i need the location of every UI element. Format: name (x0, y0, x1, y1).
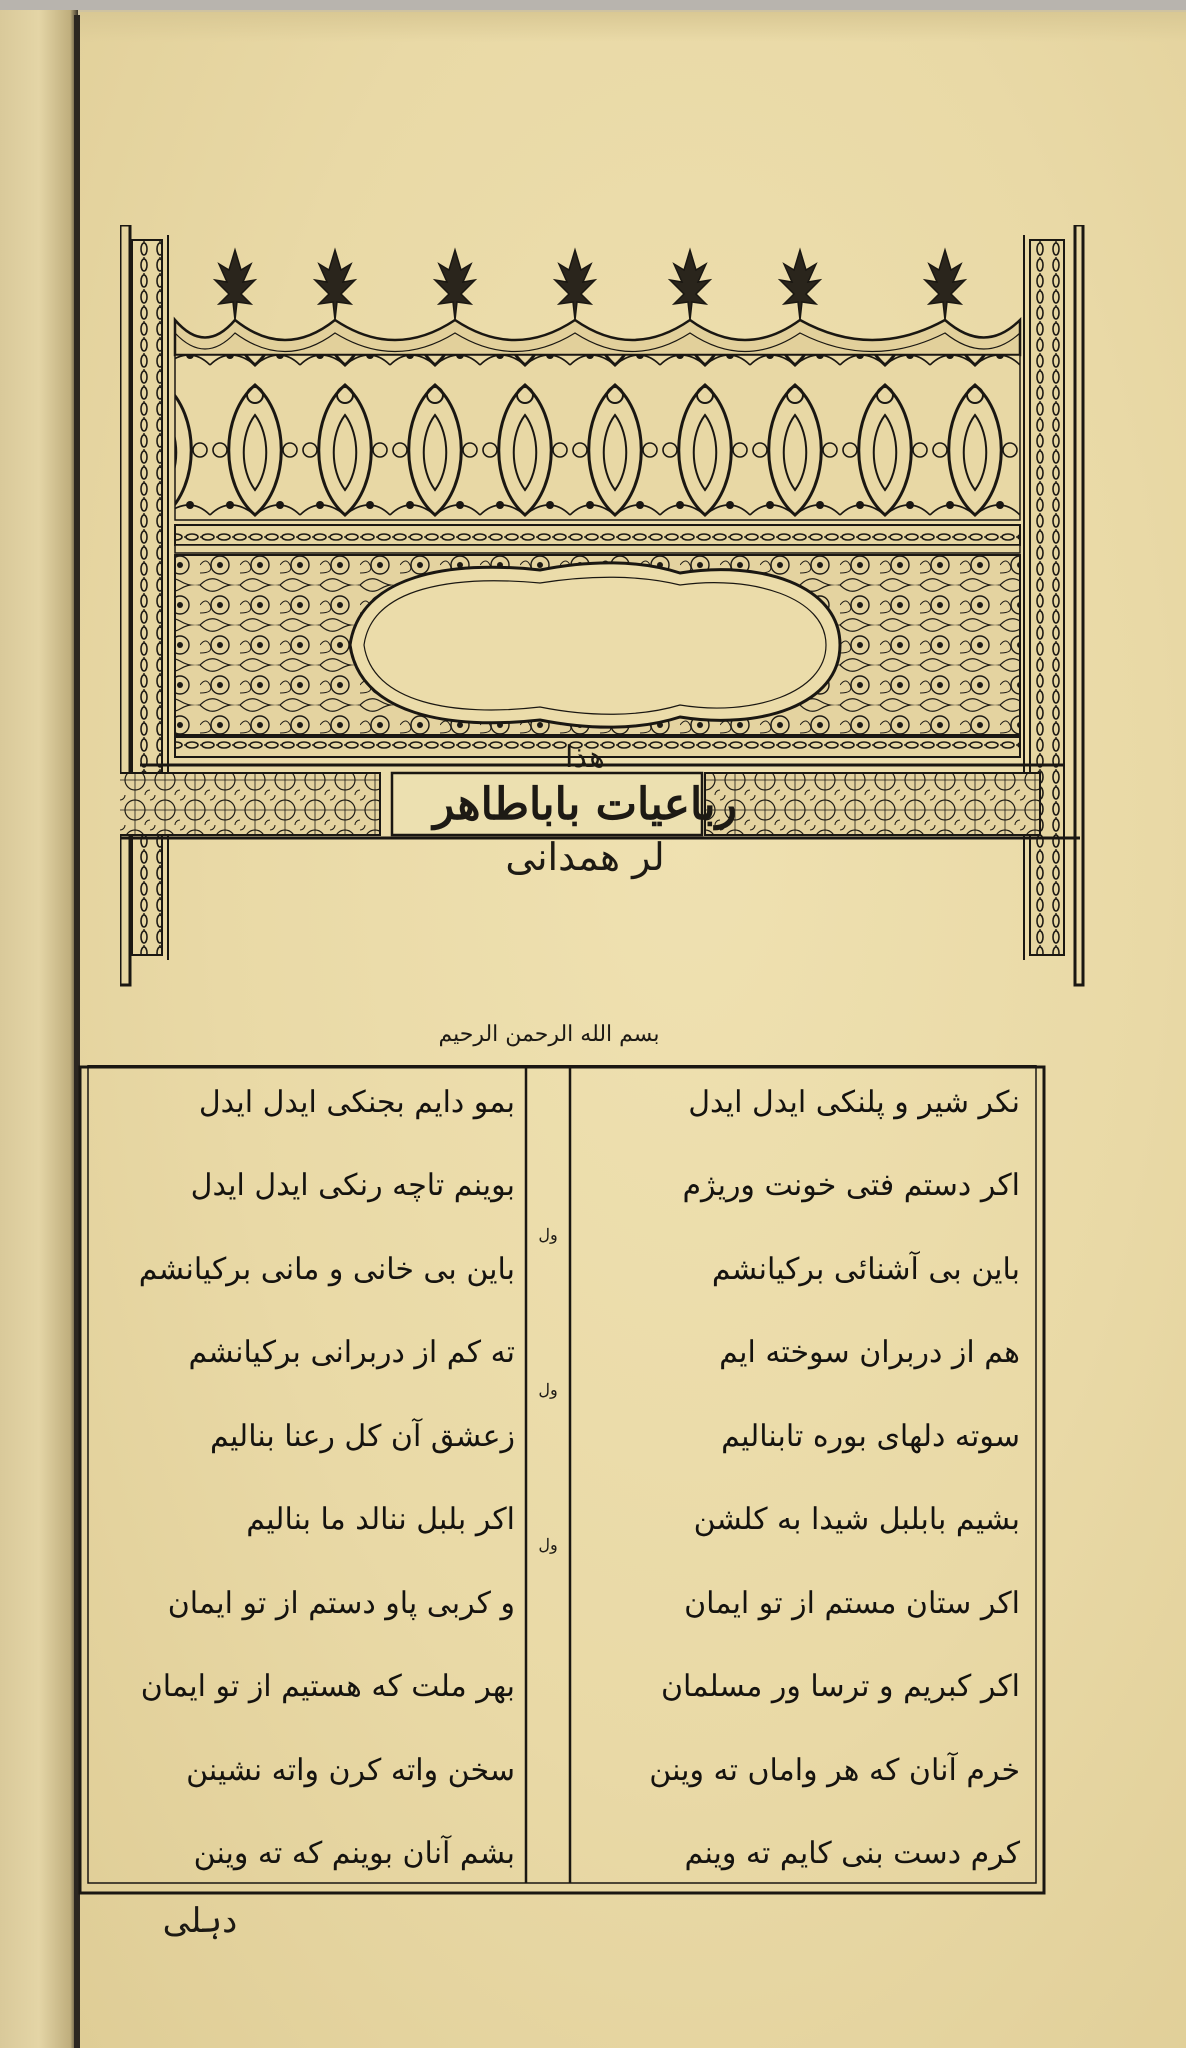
verse-line: خرم آنان که هر واماں ته وینن (649, 1752, 1020, 1788)
verse-line: باین بی خانی و مانی برکیانشم (138, 1251, 515, 1287)
verse-line: هم از دربران سوخته ایم (719, 1335, 1020, 1371)
verse-line: بمو دایم بجنکی ایدل ایدل (198, 1085, 515, 1120)
verse-line: بهر ملت که هستیم از تو ایمان (140, 1669, 515, 1705)
verse-line: و کربی پاو دستم از تو ایمان (167, 1585, 515, 1621)
verse-marker: ول (538, 1225, 558, 1244)
poem-text-block (78, 1065, 1048, 1900)
verse-line: اکر کبریم و ترسا ور مسلمان (661, 1669, 1020, 1705)
top-bar (0, 0, 1186, 10)
title-cartouche (400, 705, 770, 915)
verse-line: اکر ستان مستم از تو ایمان (684, 1585, 1020, 1621)
verse-line: نکر شیر و پلنکی ایدل ایدل (688, 1085, 1020, 1120)
left-column (98, 1075, 523, 1890)
verse-line: سوته دلهای بوره تابنالیم (721, 1418, 1020, 1454)
verse-marker: ول (538, 1380, 558, 1399)
verse-line: بشیم بابلبل شیدا به کلشن (693, 1502, 1020, 1538)
place-name-footer: دہلی (162, 1901, 238, 1941)
book-spine (0, 10, 78, 2048)
verse-line: بشم آنان بوینم که ته وینن (193, 1835, 515, 1871)
verse-line: کرم دست بنی کایم ته وینم (684, 1835, 1020, 1871)
verse-line: زعشق آن کل رعنا بنالیم (210, 1418, 515, 1454)
verse-line: اکر دستم فتی خونت وریژم (682, 1168, 1020, 1204)
verse-line: سخن واته کرن واته نشینن (186, 1752, 515, 1788)
bismillah-heading: بسم الله الرحمن الرحیم (438, 1021, 660, 1047)
verse-line: باین بی آشنائی برکیانشم (711, 1251, 1020, 1287)
page-shadow (80, 12, 1186, 42)
right-column (578, 1075, 1028, 1890)
verse-line: بوینم تاچه رنکی ایدل ایدل (190, 1168, 515, 1204)
verse-line: ته کم از دربرانی برکیانشم (188, 1335, 515, 1371)
title-line-2: رباعیات باباطاهر (433, 779, 737, 830)
title-line-1: هذا (565, 740, 605, 775)
title-line-3: لر همدانی (505, 835, 665, 879)
verse-marker: ول (538, 1535, 558, 1554)
verse-line: اکر بلبل ننالد ما بنالیم (246, 1502, 515, 1538)
